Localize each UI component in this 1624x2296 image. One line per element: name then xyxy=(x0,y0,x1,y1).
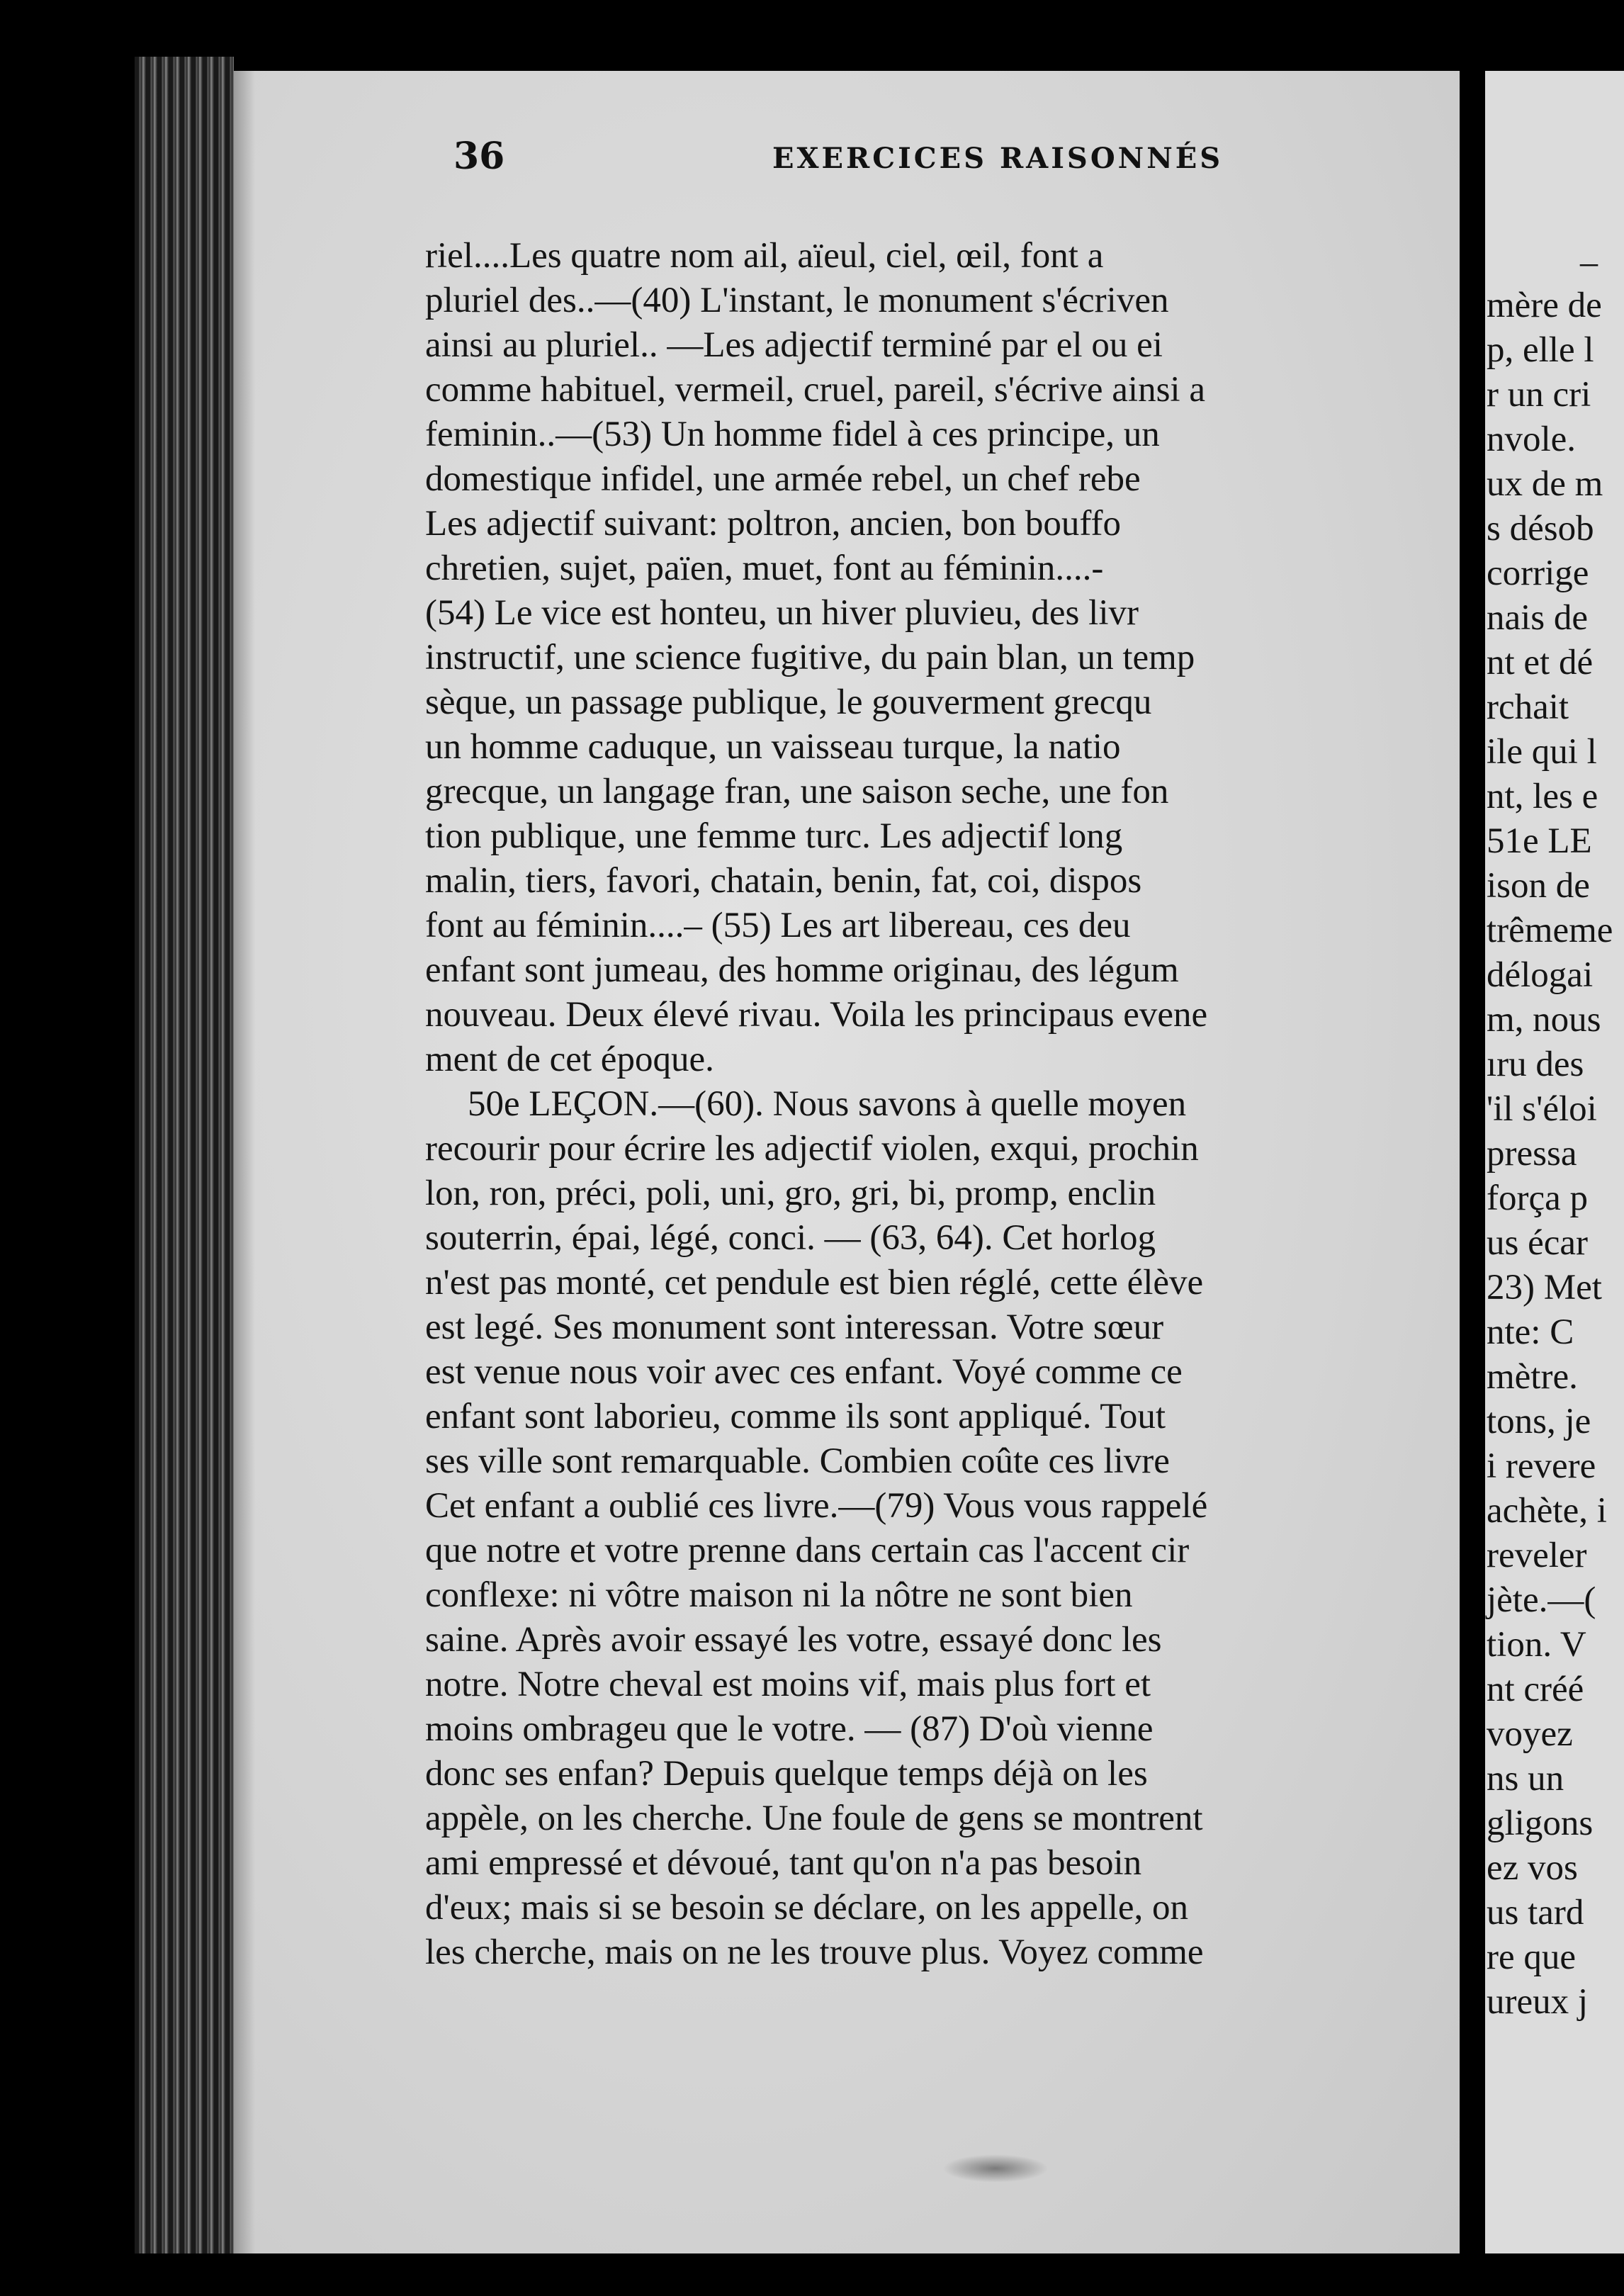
text-line: domestique infidel, une armée rebel, un chef rebe xyxy=(425,459,1141,499)
text-line: enfant sont laborieu, comme ils sont appliqué. Tout xyxy=(425,1397,1166,1436)
adjacent-line: pressa xyxy=(1487,1134,1577,1174)
adjacent-line: p, elle l xyxy=(1487,330,1594,370)
text-line: n'est pas monté, cet pendule est bien réglé, cette élève xyxy=(425,1263,1204,1302)
adjacent-line: tons, je xyxy=(1487,1402,1591,1441)
text-line: grecque, un langage fran, une saison seche, une fon xyxy=(425,772,1169,811)
text-line: tion publique, une femme turc. Les adjectif long xyxy=(425,816,1123,856)
text-line: saine. Après avoir essayé les votre, essayé donc les xyxy=(425,1620,1162,1660)
adjacent-line: re que xyxy=(1487,1937,1577,1977)
text-line: malin, tiers, favori, chatain, benin, fat, coi, dispos xyxy=(425,861,1142,901)
adjacent-line: 51e LE xyxy=(1487,821,1592,861)
text-line: un homme caduque, un vaisseau turque, la natio xyxy=(425,727,1121,767)
text-line: les cherche, mais on ne les trouve plus. Voyez comme xyxy=(425,1932,1204,1972)
adjacent-line: ux de m xyxy=(1487,464,1603,504)
text-line: chretien, sujet, païen, muet, font au féminin....- xyxy=(425,548,1104,588)
adjacent-line: corrige xyxy=(1487,553,1589,593)
running-head xyxy=(446,142,1223,191)
text-line: recourir pour écrire les adjectif violen, exqui, prochin xyxy=(425,1129,1199,1169)
adjacent-line: rchait xyxy=(1487,687,1569,727)
adjacent-line: trêmeme xyxy=(1487,911,1613,950)
page-mark: ‒ xyxy=(1580,242,1598,281)
text-line: instructif, une science fugitive, du pain blan, un temp xyxy=(425,638,1195,677)
text-line: souterrin, épai, légé, conci. — (63, 64). Cet horlog xyxy=(425,1218,1156,1258)
adjacent-line: nais de xyxy=(1487,598,1589,638)
text-line: ainsi au pluriel.. —Les adjectif terminé par el ou ei xyxy=(425,325,1163,365)
adjacent-line: jète.—( xyxy=(1487,1580,1596,1620)
text-line: ses ville sont remarquable. Combien coûte ces livre xyxy=(425,1441,1170,1481)
text-line: enfant sont jumeau, des homme originau, des légum xyxy=(425,950,1179,990)
text-line: nouveau. Deux élevé rivau. Voila les principaus evene xyxy=(425,995,1208,1035)
book-binding xyxy=(135,57,234,2253)
scan-smudge xyxy=(942,2154,1049,2183)
page-gutter xyxy=(1460,71,1485,2253)
text-line: comme habituel, vermeil, cruel, pareil, s'écrive ainsi a xyxy=(425,370,1205,410)
text-line: donc ses enfan? Depuis quelque temps déjà on les xyxy=(425,1754,1148,1794)
adjacent-line: mère de xyxy=(1487,286,1602,325)
adjacent-line: i revere xyxy=(1487,1446,1596,1486)
adjacent-line: ıru des xyxy=(1487,1045,1584,1084)
adjacent-line: achète, i xyxy=(1487,1491,1607,1531)
adjacent-line: ns un xyxy=(1487,1759,1564,1799)
text-line: feminin..—(53) Un homme fidel à ces principe, un xyxy=(425,415,1160,454)
adjacent-line: ison de xyxy=(1487,866,1590,906)
body-text xyxy=(425,234,1460,1975)
text-line: est legé. Ses monument sont interessan. Votre sœur xyxy=(425,1307,1164,1347)
adjacent-line: nt, les e xyxy=(1487,777,1598,816)
text-line: lon, ron, préci, poli, uni, gro, gri, bi, promp, enclin xyxy=(425,1174,1156,1213)
adjacent-line: mètre. xyxy=(1487,1357,1578,1397)
adjacent-line: nt et dé xyxy=(1487,643,1594,682)
text-line: pluriel des..—(40) L'instant, le monument s'écriven xyxy=(425,281,1169,320)
lesson-heading-line: 50e LEÇON.—(60). Nous savons à quelle moyen xyxy=(468,1084,1187,1124)
adjacent-line: r un cri xyxy=(1487,375,1591,415)
adjacent-line: ureux j xyxy=(1487,1982,1589,2022)
adjacent-line: força p xyxy=(1487,1178,1588,1218)
text-line: Les adjectif suivant: poltron, ancien, bon bouffo xyxy=(425,504,1121,544)
text-line: appèle, on les cherche. Une foule de gens se montrent xyxy=(425,1799,1203,1838)
text-line: sèque, un passage publique, le gouverment grecqu xyxy=(425,682,1152,722)
text-line: riel....Les quatre nom ail, aïeul, ciel, œil, font a xyxy=(425,236,1104,276)
adjacent-page-text xyxy=(1487,283,1624,2025)
adjacent-line: nte: C xyxy=(1487,1312,1574,1352)
text-line: ami empressé et dévoué, tant qu'on n'a pas besoin xyxy=(425,1843,1142,1883)
text-line: que notre et votre prenne dans certain cas l'accent cir xyxy=(425,1531,1190,1570)
adjacent-line: us écar xyxy=(1487,1223,1588,1263)
adjacent-line: m, nous xyxy=(1487,1000,1601,1040)
page-number: 36 xyxy=(453,135,505,178)
adjacent-line: délogai xyxy=(1487,955,1594,995)
adjacent-line: s désob xyxy=(1487,509,1594,548)
adjacent-line: gligons xyxy=(1487,1803,1594,1843)
adjacent-line: nvole. xyxy=(1487,420,1577,459)
text-line: d'eux; mais si se besoin se déclare, on les appelle, on xyxy=(425,1888,1189,1928)
adjacent-line: voyez xyxy=(1487,1714,1573,1754)
adjacent-line: 23) Met xyxy=(1487,1268,1602,1307)
running-title: EXERCICES RAISONNÉS xyxy=(772,142,1224,175)
text-line: (54) Le vice est honteu, un hiver pluvieu, des livr xyxy=(425,593,1139,633)
adjacent-line: nt créé xyxy=(1487,1670,1584,1709)
text-line: est venue nous voir avec ces enfant. Voyé comme ce xyxy=(425,1352,1183,1392)
adjacent-line: ile qui l xyxy=(1487,732,1597,772)
adjacent-line: tion. V xyxy=(1487,1625,1586,1665)
text-line: Cet enfant a oublié ces livre.—(79) Vous vous rappelé xyxy=(425,1486,1208,1526)
text-line: notre. Notre cheval est moins vif, mais plus fort et xyxy=(425,1665,1151,1704)
adjacent-line: ez vos xyxy=(1487,1848,1578,1888)
text-line: font au féminin....– (55) Les art libereau, ces deu xyxy=(425,906,1131,945)
adjacent-line: reveler xyxy=(1487,1536,1587,1575)
text-line: ment de cet époque. xyxy=(425,1040,714,1079)
adjacent-line: us tard xyxy=(1487,1893,1584,1932)
adjacent-line: 'il s'éloi xyxy=(1487,1089,1597,1129)
text-line: moins ombrageu que le votre. — (87) D'où vienne xyxy=(425,1709,1154,1749)
text-line: conflexe: ni vôtre maison ni la nôtre ne sont bien xyxy=(425,1575,1133,1615)
